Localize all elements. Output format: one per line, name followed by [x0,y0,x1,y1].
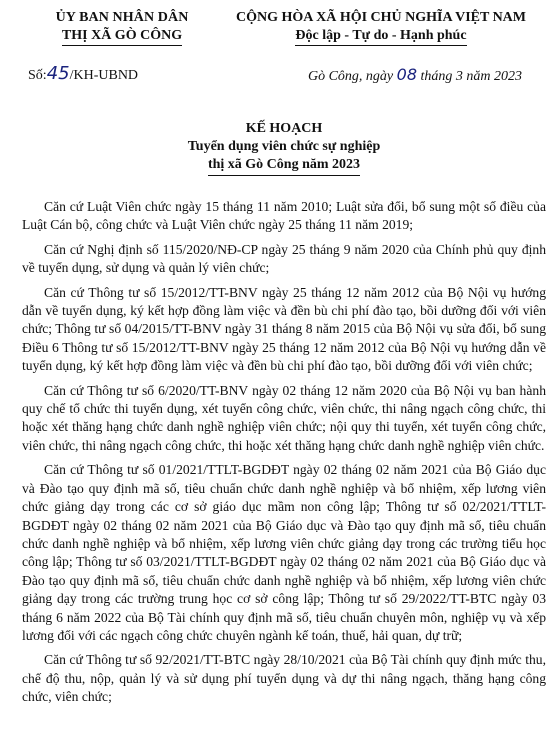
nation-name: CỘNG HÒA XÃ HỘI CHỦ NGHĨA VIỆT NAM [235,10,526,25]
legal-basis-paragraph: Căn cứ Thông tư số 01/2021/TTLT-BGDĐT ngày 02 tháng 02 năm 2021 của Bộ Giáo dục và Đào tạo quy định mã số, tiêu chuẩn chức danh nghề nghiệp và bổ nhiệm, xếp lương viên chức giảng dạy trong các cơ sở giáo dục mầm non công lập; Thông tư số 02/2021/TTLT-BGDĐT ngày 02 tháng 02 năm 2021 của Bộ Giáo dục và Đào tạo quy định mã số, tiêu chuẩn chức danh nghề nghiệp và bổ nhiệm, xếp lương viên chức giảng dạy trong các trường tiểu học công lập; Thông tư số 03/2021/TTLT-BGDĐT ngày 02 tháng 02 năm 2021 của Bộ Giáo dục và Đào tạo quy định mã số, tiêu chuẩn chức danh nghề nghiệp và bổ nhiệm, xếp lương viên chức giảng dạy trong các trường trung học cơ sở công lập; Thông tư số 29/2022/TT-BTC ngày 03 tháng 6 năm 2022 của Bộ Tài chính quy định mã số, tiêu chuẩn chuyên môn, nghiệp vụ và xếp lương đối với các ngạch công chức chuyên ngành kế toán, thuế, hải quan, dự trữ; [22,462,546,643]
legal-basis-paragraph: Căn cứ Thông tư số 92/2021/TT-BTC ngày 28/10/2021 của Bộ Tài chính quy định mức thu, chế độ thu, nộp, quản lý và sử dụng phí tuyển dụng và dự thi nâng ngạch, thăng hạng công chức, viên chức; [22,652,546,705]
legal-basis-paragraph: Căn cứ Nghị định số 115/2020/NĐ-CP ngày 25 tháng 9 năm 2020 của Chính phủ quy định về tuyển dụng, sử dụng và quản lý viên chức; [22,241,546,276]
national-heading [216,10,546,46]
title-subject: Tuyển dụng viên chức sự nghiệp [187,139,381,154]
document-header [22,10,546,98]
national-motto: Độc lập - Tự do - Hạnh phúc [295,27,466,46]
document-number-suffix: /KH-UBND [69,68,139,83]
issue-date [308,65,522,85]
authority-locality: THỊ XÃ GÒ CÔNG [62,28,182,46]
date-suffix: tháng 3 năm 2023 [420,69,522,84]
document-number-prefix: Số: [28,68,47,83]
title-scope: thị xã Gò Công năm 2023 [208,156,360,176]
title-kind: KẾ HOẠCH [245,121,323,136]
document-body [22,198,546,707]
date-prefix: Gò Công, ngày [307,69,394,84]
document-title [22,120,546,176]
legal-basis-paragraph: Căn cứ Thông tư số 6/2020/TT-BNV ngày 02 tháng 12 năm 2020 của Bộ Nội vụ ban hành quy chế tổ chức thi tuyển dụng, xét tuyển công chức, viên chức, thi nâng ngạch công chức, thi hoặc xét thăng hạng chức danh nghề nghiệp viên chức; nội quy thi tuyển, xét tuyển công chức, viên chức, thi nâng ngạch công chức, thi hoặc xét thăng hạng chức danh nghề nghiệp viên chức. [22,382,546,453]
legal-basis-paragraph: Căn cứ Luật Viên chức ngày 15 tháng 11 năm 2010; Luật sửa đổi, bổ sung một số điều của Luật Cán bộ, công chức và Luật Viên chức ngày 25 tháng 11 năm 2019; [22,199,546,233]
document-number-value: 45 [46,63,70,84]
issuing-authority [22,10,222,46]
date-day: 08 [396,65,417,84]
document-number [28,63,138,84]
authority-name: ỦY BAN NHÂN DÂN [55,10,189,25]
legal-basis-paragraph: Căn cứ Thông tư số 15/2012/TT-BNV ngày 25 tháng 12 năm 2012 của Bộ Nội vụ hướng dẫn về tuyển dụng, ký kết hợp đồng làm việc và đền bù chi phí đào tạo, bồi dưỡng đối với viên chức; Thông tư số 04/2015/TT-BNV ngày 31 tháng 8 năm 2015 của Bộ Nội vụ sửa đổi, bổ sung Điều 6 Thông tư số 15/2012/TT-BNV ngày 25 tháng 12 năm 2012 của Bộ Nội vụ hướng dẫn về tuyển dụng, ký kết hợp đồng làm việc và đền bù chi phí đào tạo, bồi dưỡng đối với viên chức; [22,284,546,374]
